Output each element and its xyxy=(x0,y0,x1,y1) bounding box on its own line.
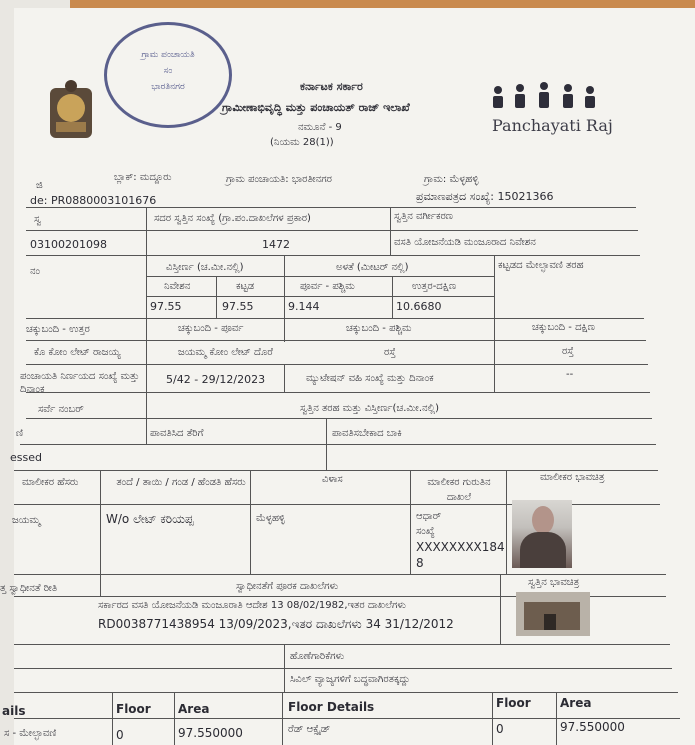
boundary-north-label: ಚಕ್ಕುಬಂದಿ - ಉತ್ತರ xyxy=(26,324,90,335)
floor-row-floor: 0 xyxy=(116,728,124,742)
gram-panchayat-seal xyxy=(104,22,232,128)
rule-line xyxy=(14,470,658,471)
acquisition-doc-line-1: ಸರ್ಕಾರದ ವಸತಿ ಯೋಜನೆಯಡಿ ಮಂಜೂರಾತಿ ಆದೇಶ 13 08/02/1982,ಇತರ ದಾಖಲೆಗಳು xyxy=(98,600,406,611)
liabilities-text: ಸಿವಿಲ್ ವ್ಯಾಜ್ಯಗಳಿಗೆ ಬದ್ಧವಾಗಿರತಕ್ಕದ್ದು xyxy=(290,674,410,685)
rule-line xyxy=(284,364,285,392)
property-number: 1472 xyxy=(262,238,290,251)
east-west-value: 9.144 xyxy=(288,300,320,313)
area-header-col: Area xyxy=(178,702,210,716)
property-number-header: ಸದರ ಸ್ವತ್ತಿನ ಸಂಖ್ಯೆ (ಗ್ರಾ.ಪಂ.ದಾಖಲೆಗಳ ಪ್ರಕಾರ) xyxy=(154,213,311,224)
village: ಗ್ರಾಮ: ಮೆಳ್ಳಹಳ್ಳಿ xyxy=(424,174,479,185)
rule-line xyxy=(284,255,285,342)
east-west-label: ಪೂರ್ವ - ಪಶ್ಚಿಮ xyxy=(300,281,355,292)
rule-line xyxy=(14,574,666,575)
owner-id-header: ಮಾಲೀಕರ ಗುರುತಿನ ದಾಖಲೆ xyxy=(427,477,491,503)
classification-header: ಸ್ವತ್ತಿನ ವರ್ಗೀಕರಣ xyxy=(394,211,453,222)
owner-name-header: ಮಾಲೀಕರ ಹೆಸರು xyxy=(22,477,79,488)
tax-col-label: ಣಿ xyxy=(16,428,24,439)
floor-details-header-2: Floor Details xyxy=(288,700,375,714)
acquisition-method-label: ತ್ತ ಸ್ವಾಧೀನತೆ ರೀತಿ xyxy=(0,583,58,594)
rule-line xyxy=(390,207,391,255)
acquisition-doc-line-2: RD0038771438954 13/09/2023,ಇತರ ದಾಖಲೆಗಳು 34 31/12/2012 xyxy=(98,617,454,631)
rule-line xyxy=(26,418,652,419)
floor-row-area: 97.550000 xyxy=(178,726,243,740)
boundary-west-value: ರಸ್ತೆ xyxy=(384,347,396,358)
mutation-label: ಮ್ಯುಟೇಷನ್ ವಹಿ ಸಂಖ್ಯೆ ಮತ್ತು ದಿನಾಂಕ xyxy=(306,373,434,384)
district-prefix: ಜಿ xyxy=(36,180,43,191)
rule-line xyxy=(26,255,640,256)
floor-row-floor-2: 0 xyxy=(496,722,504,736)
rule-reference: (ನಿಯಮ 28(1)) xyxy=(270,137,334,148)
floor-header-2: Floor xyxy=(496,696,531,710)
floor-header: Floor xyxy=(116,702,151,716)
seal-line: ಭಾರತಿನಗರ xyxy=(151,82,185,93)
rule-line xyxy=(100,470,101,574)
rule-line xyxy=(26,207,636,208)
owner-photo-face xyxy=(532,506,554,534)
built-label: ಕಟ್ಟಡ xyxy=(236,281,255,292)
property-photo-header: ಸ್ವತ್ತಿನ ಭಾವಚಿತ್ರ xyxy=(528,577,580,588)
address-header: ವಿಳಾಸ xyxy=(322,474,343,485)
liabilities-header: ಹೊಣೆಗಾರಿಕೆಗಳು xyxy=(290,651,345,662)
tax-status: essed xyxy=(10,451,42,464)
roof-type-header: ಕಟ್ಟಡದ ಮೇಲ್ಛಾವಣಿ ತರಹ xyxy=(498,260,584,271)
area-label: ನಂ xyxy=(30,266,40,277)
certificate-number: ಪ್ರಮಾಣಪತ್ರದ ಸಂಖ್ಯೆ: 15021366 xyxy=(416,190,554,203)
owner-photo-body xyxy=(520,532,566,568)
rule-line xyxy=(282,692,283,745)
owner-photo-header: ಮಾಲೀಕರ ಭಾವಚಿತ್ರ xyxy=(540,472,605,483)
dimension-header: ಅಳತೆ (ಮೀಟರ್ ನಲ್ಲಿ) xyxy=(336,262,409,273)
floor-row-details: ಸ - ಮೇಲ್ಛಾವಣಿ xyxy=(4,728,57,739)
mutation-value: -- xyxy=(566,369,574,380)
property-code: de: PR0880003101676 xyxy=(30,194,157,207)
rule-line xyxy=(26,230,638,231)
taluk: ಬ್ಲಾಕ್: ಮದ್ದೂರು xyxy=(114,172,172,183)
property-photo-door xyxy=(544,614,556,630)
property-type-area-label: ಸ್ವತ್ತಿನ ತರಹ ಮತ್ತು ವಿಸ್ತೀರ್ಣ(ಚ.ಮೀ.ನಲ್ಲಿ) xyxy=(300,403,440,414)
gram-panchayat: ಗ್ರಾಮ ಪಂಚಾಯತಿ: ಭಾರತೀನಗರ xyxy=(226,174,332,185)
owner-id-label: ಸಂಖ್ಯೆ xyxy=(416,526,435,537)
rule-line xyxy=(26,340,646,341)
north-south-value: 10.6680 xyxy=(396,300,442,313)
rule-line xyxy=(410,470,411,574)
owner-relation: W/o ಲೇಟ್ ಕರಿಯಪ್ಪ xyxy=(106,512,194,526)
owner-photo xyxy=(512,500,572,568)
rule-line xyxy=(250,470,251,574)
site-area-value: 97.55 xyxy=(150,300,182,313)
rule-line xyxy=(146,207,147,444)
rule-line xyxy=(556,692,557,745)
rule-line xyxy=(500,574,501,644)
survey-number-label: ಸರ್ವೆ ನಂಬರ್ xyxy=(38,404,84,415)
north-south-label: ಉತ್ತರ-ದಕ್ಷಿಣ xyxy=(412,281,457,292)
floor-details-header: ails xyxy=(2,704,26,718)
resolution-label: ಪಂಚಾಯತಿ ನಿರ್ಣಯದ ಸಂಖ್ಯೆ ಮತ್ತು ದಿನಾಂಕ xyxy=(20,371,140,395)
property-id: 03100201098 xyxy=(30,238,107,251)
rule-line xyxy=(146,276,494,277)
owner-id-value-cont: 8 xyxy=(416,556,424,570)
area-header-col-2: Area xyxy=(560,696,592,710)
site-label: ನಿವೇಶನ xyxy=(164,281,191,292)
floor-row-floor-details: ರೆಡ್ ಆಕ್ಸೈಡ್ xyxy=(288,724,331,735)
government-title: ಕರ್ನಾಟಕ ಸರ್ಕಾರ xyxy=(300,80,363,93)
col-header: ಸ್ವ xyxy=(34,214,42,225)
boundary-east-label: ಚಕ್ಕುಬಂದಿ - ಪೂರ್ವ xyxy=(178,323,244,334)
floor-row-area-2: 97.550000 xyxy=(560,720,625,734)
rule-line xyxy=(146,296,494,297)
area-header: ವಿಸ್ತೀರ್ಣ (ಚ.ಮೀ.ನಲ್ಲಿ) xyxy=(166,262,244,273)
rule-line xyxy=(20,444,656,445)
rule-line xyxy=(14,668,672,669)
owner-name: ಜಯಮ್ಮ xyxy=(12,515,41,526)
boundary-west-label: ಚಕ್ಕುಬಂದಿ - ಪಶ್ಚಿಮ xyxy=(346,323,412,334)
tax-paid-label: ಪಾವತಿಸಿದ ತೆರಿಗೆ xyxy=(150,428,204,439)
tax-due-label: ಪಾವತಿಸಬೇಕಾದ ಬಾಕಿ xyxy=(332,428,402,439)
seal-line: ಗ್ರಾಮ ಪಂಚಾಯತಿ xyxy=(141,50,195,60)
owner-id-type: ಆಧಾರ್ xyxy=(416,511,442,522)
boundary-east-value: ಜಯಮ್ಮ ಕೋಂ ಲೇಟ್ ದೊರೆ xyxy=(178,347,273,358)
boundary-south-value: ರಸ್ತೆ xyxy=(562,346,574,357)
property-photo xyxy=(516,592,590,636)
rule-line xyxy=(100,574,101,596)
acquisition-docs-header: ಸ್ವಾಧೀನತೆಗೆ ಪೂರಕ ದಾಖಲೆಗಳು xyxy=(236,581,339,592)
rule-line xyxy=(492,692,493,745)
rule-line xyxy=(174,692,175,745)
rule-line xyxy=(506,470,507,574)
rule-line xyxy=(14,644,670,645)
rule-line xyxy=(14,692,678,693)
rule-line xyxy=(14,718,680,719)
seal-line: ಸಂ xyxy=(163,66,173,77)
owner-id-value: XXXXXXXX184 xyxy=(416,540,505,554)
rule-line xyxy=(26,318,644,319)
department-title: ಗ್ರಾಮೀಣಾಭಿವೃದ್ಧಿ ಮತ್ತು ಪಂಚಾಯತ್ ರಾಜ್ ಇಲಾಖೆ xyxy=(222,101,410,114)
karnataka-emblem-icon xyxy=(42,78,100,148)
rule-line xyxy=(284,644,285,692)
owner-address: ಮೆಳ್ಳಹಳ್ಳಿ xyxy=(256,513,285,524)
form-number: ನಮೂನೆ - 9 xyxy=(298,122,342,133)
panchayati-raj-logo-text: Panchayati Raj xyxy=(492,116,613,135)
resolution-value: 5/42 - 29/12/2023 xyxy=(166,373,266,386)
rule-line xyxy=(494,255,495,392)
rule-line xyxy=(326,418,327,470)
boundary-south-label: ಚಕ್ಕುಬಂದಿ - ದಕ್ಷಿಣ xyxy=(532,322,595,333)
classification-value: ವಸತಿ ಯೋಜನೆಯಡಿ ಮಂಜೂರಾದ ನಿವೇಶನ xyxy=(394,237,536,248)
rule-line xyxy=(26,364,648,365)
built-area-value: 97.55 xyxy=(222,300,254,313)
rule-line xyxy=(216,276,217,318)
rule-line xyxy=(392,276,393,318)
boundary-north-value: ಕೊ ಕೋಂ ಲೇಟ್ ರಾಜಯ್ಯ xyxy=(34,347,121,358)
rule-line xyxy=(112,692,113,745)
relation-header: ತಂದೆ / ತಾಯಿ / ಗಂಡ / ಹೆಂಡತಿ ಹೆಸರು xyxy=(116,477,246,488)
